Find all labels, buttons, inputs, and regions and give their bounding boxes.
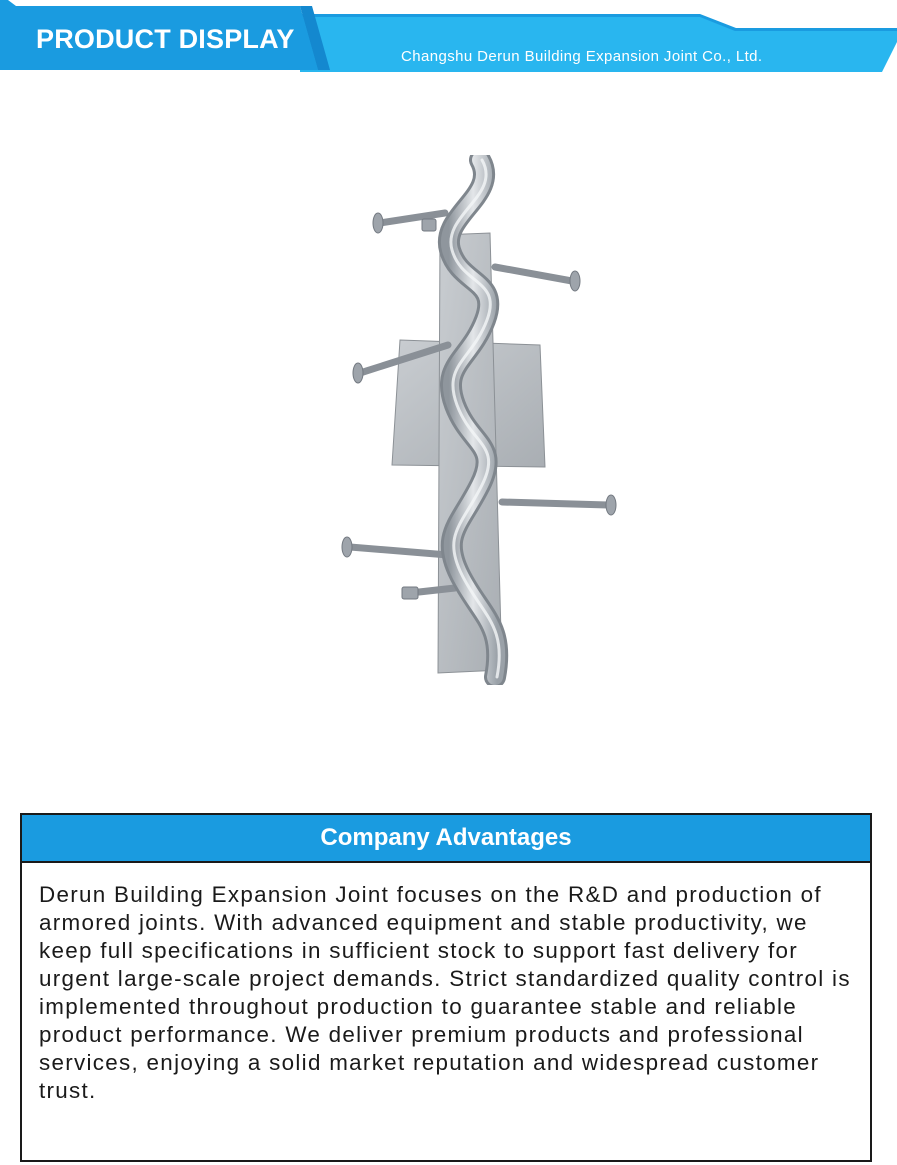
- advantages-header: [22, 815, 870, 863]
- product-photo: [330, 155, 630, 685]
- company-advantages-panel: [20, 813, 872, 1162]
- advantages-body: Derun Building Expansion Joint focuses on the R&D and production of armored joints. With advanced equipment and stable productivity, we keep full specifications in sufficient stock to support fast delivery for urgent large-scale project demands. Strict standardized quality control is implemented throughout production to guarantee stable and reliable product performance. We deliver premium products and professional services, enjoying a solid market reputation and widespread customer trust.: [39, 882, 851, 1103]
- advantages-title: Company Advantages: [320, 824, 572, 851]
- page-title: PRODUCT DISPLAY: [36, 24, 295, 54]
- armored-joint-icon: [330, 155, 630, 685]
- company-name: Changshu Derun Building Expansion Joint Co., Ltd.: [401, 48, 763, 65]
- header-banner: [0, 0, 897, 72]
